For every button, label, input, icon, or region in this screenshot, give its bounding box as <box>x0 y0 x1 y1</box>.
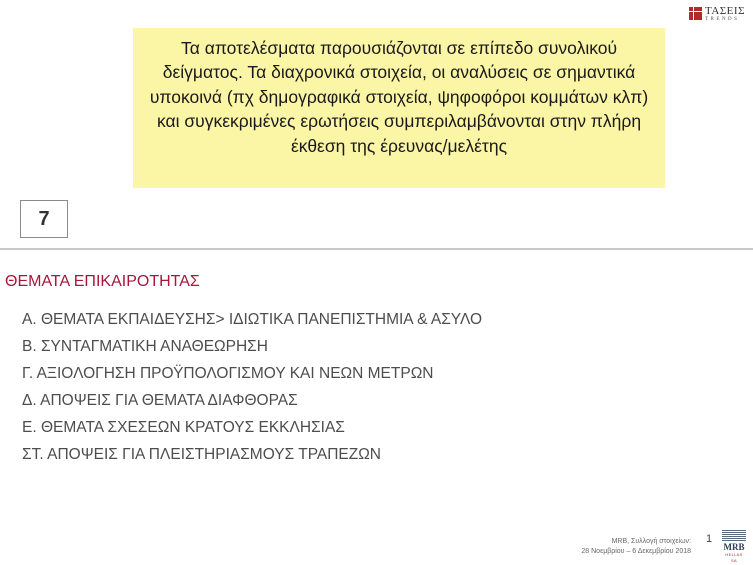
topic-item: Α. ΘΕΜΑΤΑ ΕΚΠΑΙΔΕΥΣΗΣ> ΙΔΙΩΤΙΚΑ ΠΑΝΕΠΙΣΤΗΜΙΑ & ΑΣΥΛΟ <box>22 311 483 328</box>
results-notice-box <box>133 28 665 188</box>
logo-square-icon <box>689 7 702 20</box>
footer-source-line1: MRB, Συλλογή στοιχείων: <box>611 538 691 545</box>
results-notice-text: Τα αποτελέσματα παρουσιάζονται σε επίπεδο συνολικού δείγματος. Τα διαχρονικά στοιχεία, οι αναλύσεις σε σημαντικά υποκοινά (πχ δημογραφικά στοιχεία, ψηφοφόροι κομμάτων κλπ) και συγκεκριμένες ερωτήσεις συμπεριλαμβάνονται στην πλήρη έκθεση της έρευνας/μελέτης <box>149 38 649 156</box>
topic-item: Δ. ΑΠΟΨΕΙΣ ΓΙΑ ΘΕΜΑΤΑ ΔΙΑΦΘΟΡΑΣ <box>22 392 298 409</box>
topic-item: Ε. ΘΕΜΑΤΑ ΣΧΕΣΕΩΝ ΚΡΑΤΟΥΣ ΕΚΚΛΗΣΙΑΣ <box>22 419 345 436</box>
divider-line <box>0 248 753 250</box>
mrb-logo-text: MRB <box>723 542 745 552</box>
mrb-logo <box>722 530 746 562</box>
tasis-trends-logo <box>689 4 745 26</box>
logo-brand-text: ΤΑΣΕΙΣ <box>705 5 745 17</box>
logo-sub-text: TRENDS <box>705 17 740 22</box>
topic-item: Γ. ΑΞΙΟΛΟΓΗΣΗ ΠΡΟΫΠΟΛΟΓΙΣΜΟΥ ΚΑΙ ΝΕΩΝ ΜΕΤΡΩΝ <box>22 365 434 382</box>
section-title: ΘΕΜΑΤΑ ΕΠΙΚΑΙΡΟΤΗΤΑΣ <box>5 273 200 290</box>
topic-item: ΣΤ. ΑΠΟΨΕΙΣ ΓΙΑ ΠΛΕΙΣΤΗΡΙΑΣΜΟΥΣ ΤΡΑΠΕΖΩΝ <box>22 446 381 463</box>
mrb-logo-stripes-icon <box>722 530 746 542</box>
footer-source-line2: 28 Νοεμβρίου – 6 Δεκεμβρίου 2018 <box>581 548 691 555</box>
footer-source-note <box>581 537 691 557</box>
footer-page-number: 1 <box>706 533 713 545</box>
topic-item: Β. ΣΥΝΤΑΓΜΑΤΙΚΗ ΑΝΑΘΕΩΡΗΣΗ <box>22 338 268 355</box>
section-number-box <box>20 200 68 238</box>
topics-list <box>22 308 482 470</box>
mrb-logo-sub-text: HELLAS SA <box>725 552 743 563</box>
section-number: 7 <box>38 207 50 230</box>
